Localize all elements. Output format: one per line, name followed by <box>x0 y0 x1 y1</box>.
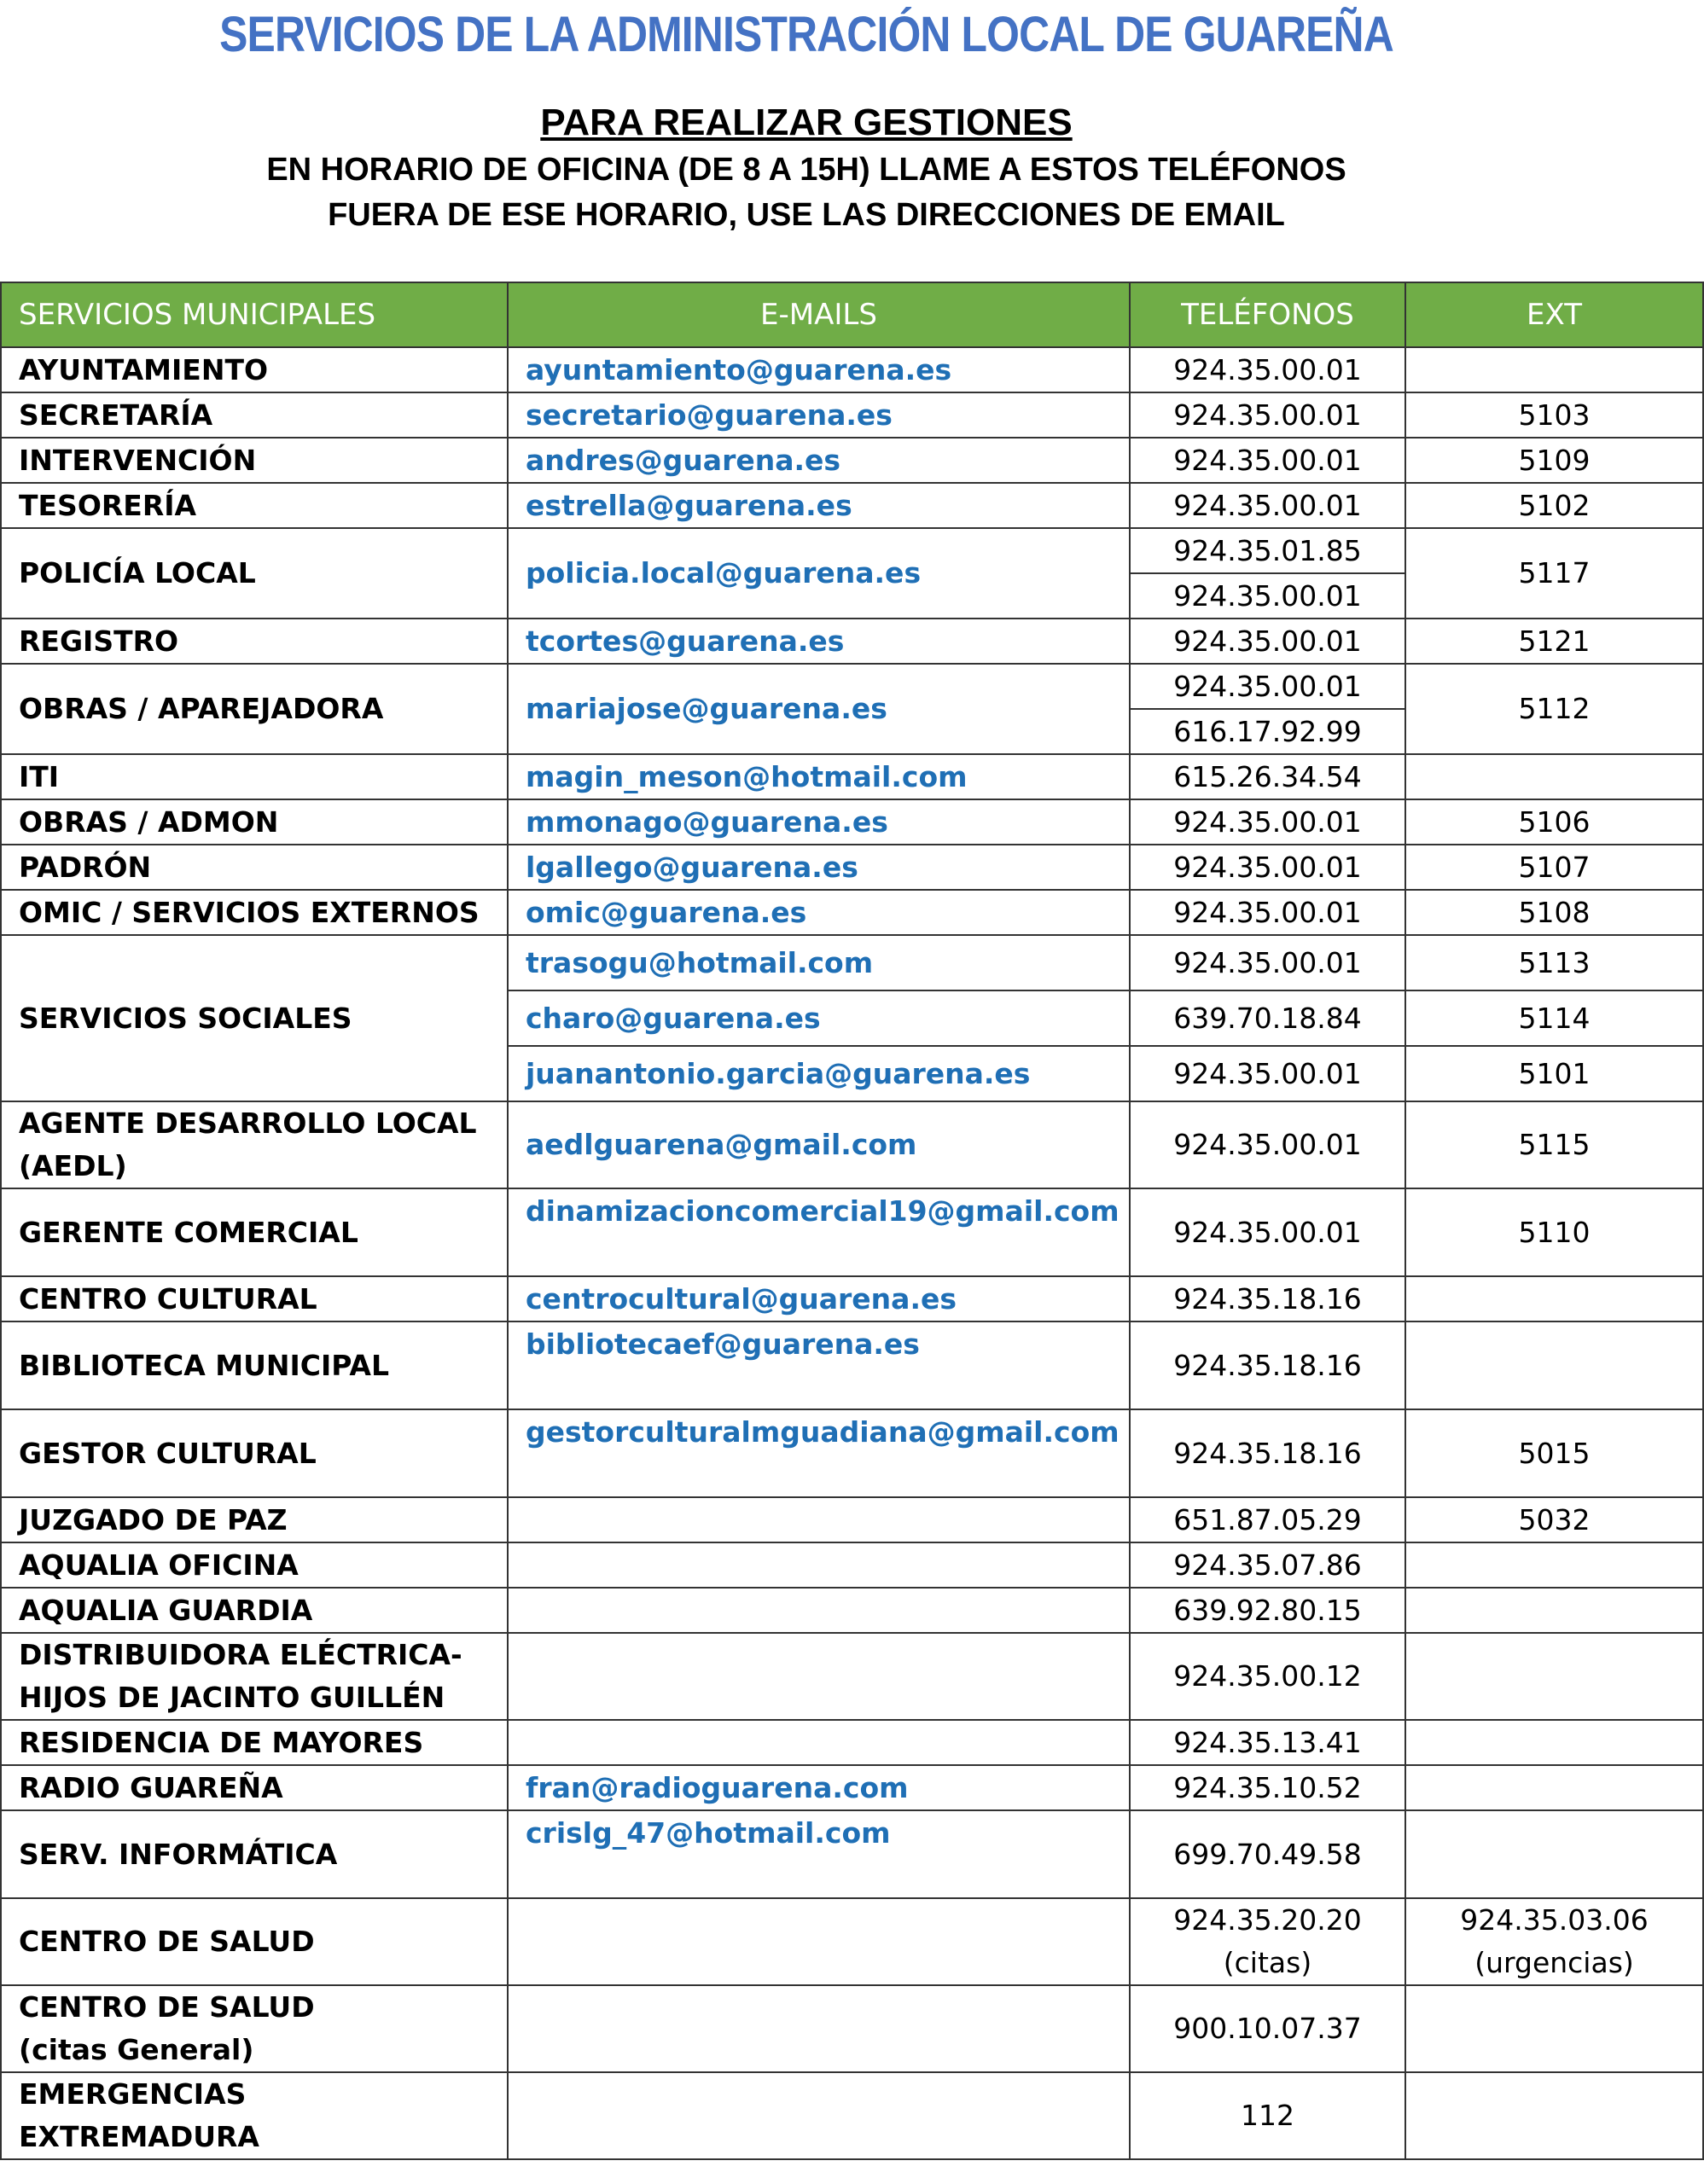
extension <box>1405 1542 1703 1588</box>
email-link[interactable]: lgallego@guarena.es <box>508 845 1130 890</box>
email-link <box>508 2072 1130 2159</box>
phone-line: 924.35.20.20 <box>1173 1903 1362 1937</box>
email-link <box>508 1985 1130 2072</box>
phone-number[interactable]: 924.35.00.01 <box>1130 799 1405 845</box>
phone-number[interactable]: 924.35.18.16 <box>1130 1276 1405 1321</box>
extension: 5102 <box>1405 483 1703 528</box>
phone-line: 924.35.03.06 <box>1460 1903 1649 1937</box>
table-row <box>1 619 1703 664</box>
extension: 5106 <box>1405 799 1703 845</box>
office-hours-note: EN HORARIO DE OFICINA (DE 8 A 15H) LLAME A ESTOS TELÉFONOS <box>266 152 1346 188</box>
extension <box>1405 1633 1703 1720</box>
table-row <box>1 1898 1703 1985</box>
email-link[interactable]: magin_meson@hotmail.com <box>508 754 1130 799</box>
table-row <box>1 1588 1703 1633</box>
table-row <box>1 890 1703 935</box>
extension: 5015 <box>1405 1409 1703 1497</box>
email-link <box>508 1720 1130 1765</box>
extension <box>1405 1276 1703 1321</box>
phone-number[interactable]: 924.35.00.01 <box>1130 845 1405 890</box>
after-hours-note: FUERA DE ESE HORARIO, USE LAS DIRECCIONES DE EMAIL <box>328 197 1285 233</box>
table-row <box>1 799 1703 845</box>
email-link[interactable]: policia.local@guarena.es <box>508 528 1130 619</box>
table-row <box>1 1810 1703 1898</box>
phone-number[interactable]: 924.35.07.86 <box>1130 1542 1405 1588</box>
extension: 5115 <box>1405 1101 1703 1188</box>
phone-number[interactable]: 924.35.00.01 <box>1130 392 1405 438</box>
phone-number[interactable]: 651.87.05.29 <box>1130 1497 1405 1542</box>
service-name: SERVICIOS SOCIALES <box>1 935 508 1101</box>
extension <box>1405 1765 1703 1810</box>
extension <box>1405 1985 1703 2072</box>
service-name: RESIDENCIA DE MAYORES <box>1 1720 508 1765</box>
table-row <box>1 347 1703 392</box>
table-row <box>1 935 1703 990</box>
phone-number[interactable]: 112 <box>1130 2072 1405 2159</box>
phone-number[interactable]: 924.35.00.01 <box>1130 483 1405 528</box>
phone-number[interactable]: 924.35.00.01 <box>1130 573 1405 619</box>
extension: 5109 <box>1405 438 1703 483</box>
table-row <box>1 1542 1703 1588</box>
phone-number[interactable]: 639.70.18.84 <box>1130 990 1405 1046</box>
email-link[interactable]: secretario@guarena.es <box>508 392 1130 438</box>
email-link <box>508 1898 1130 1985</box>
email-link[interactable]: fran@radioguarena.com <box>508 1765 1130 1810</box>
service-name: OBRAS / ADMON <box>1 799 508 845</box>
table-row <box>1 1985 1703 2072</box>
phone-number[interactable]: 924.35.00.01 <box>1130 619 1405 664</box>
extension: 5110 <box>1405 1188 1703 1276</box>
service-name-line: (AEDL) <box>19 1149 127 1182</box>
extension: 5113 <box>1405 935 1703 990</box>
phone-number[interactable]: 924.35.18.16 <box>1130 1409 1405 1497</box>
phone-number[interactable]: 924.35.00.01 <box>1130 935 1405 990</box>
table-row <box>1 664 1703 709</box>
phone-number[interactable]: 924.35.18.16 <box>1130 1321 1405 1409</box>
table-row <box>1 528 1703 573</box>
page-title: SERVICIOS DE LA ADMINISTRACIÓN LOCAL DE GUAREÑA <box>219 7 1393 62</box>
service-name <box>1 1985 508 2072</box>
service-name: TESORERÍA <box>1 483 508 528</box>
email-link[interactable]: crislg_47@hotmail.com <box>508 1810 1130 1898</box>
service-name: SECRETARÍA <box>1 392 508 438</box>
extension: 5112 <box>1405 664 1703 754</box>
email-link[interactable]: andres@guarena.es <box>508 438 1130 483</box>
table-row <box>1 845 1703 890</box>
email-link <box>508 1542 1130 1588</box>
email-link[interactable]: tcortes@guarena.es <box>508 619 1130 664</box>
email-link[interactable]: charo@guarena.es <box>508 990 1130 1046</box>
service-name: PADRÓN <box>1 845 508 890</box>
table-row <box>1 1188 1703 1276</box>
service-name: CENTRO CULTURAL <box>1 1276 508 1321</box>
email-link[interactable]: mmonago@guarena.es <box>508 799 1130 845</box>
service-name-line: (citas General) <box>19 2033 254 2066</box>
service-name: AQUALIA OFICINA <box>1 1542 508 1588</box>
table-row <box>1 483 1703 528</box>
page-subtitle: PARA REALIZAR GESTIONES <box>540 102 1073 143</box>
email-link[interactable]: mariajose@guarena.es <box>508 664 1130 754</box>
table-row <box>1 2072 1703 2159</box>
extension: 5117 <box>1405 528 1703 619</box>
extension <box>1405 754 1703 799</box>
extension <box>1405 2072 1703 2159</box>
extension <box>1405 347 1703 392</box>
extension <box>1405 1720 1703 1765</box>
phone-number[interactable]: 615.26.34.54 <box>1130 754 1405 799</box>
email-link[interactable]: gestorculturalmguadiana@gmail.com <box>508 1409 1130 1497</box>
table-row <box>1 754 1703 799</box>
column-header-ext: EXT <box>1405 282 1703 347</box>
service-name: INTERVENCIÓN <box>1 438 508 483</box>
email-link[interactable]: dinamizacioncomercial19@gmail.com <box>508 1188 1130 1276</box>
service-name: REGISTRO <box>1 619 508 664</box>
table-row <box>1 1276 1703 1321</box>
email-link[interactable]: aedlguarena@gmail.com <box>508 1101 1130 1188</box>
service-name: AQUALIA GUARDIA <box>1 1588 508 1633</box>
phone-number[interactable]: 924.35.01.85 <box>1130 528 1405 573</box>
table-row <box>1 1765 1703 1810</box>
email-link[interactable]: trasogu@hotmail.com <box>508 935 1130 990</box>
phone-number[interactable]: 924.35.10.52 <box>1130 1765 1405 1810</box>
column-header-phone: TELÉFONOS <box>1130 282 1405 347</box>
extension: 5121 <box>1405 619 1703 664</box>
table-row <box>1 1720 1703 1765</box>
phone-number[interactable]: 616.17.92.99 <box>1130 709 1405 754</box>
email-link[interactable]: omic@guarena.es <box>508 890 1130 935</box>
service-name: GERENTE COMERCIAL <box>1 1188 508 1276</box>
extension <box>1405 1810 1703 1898</box>
table-row <box>1 1497 1703 1542</box>
email-link <box>508 1588 1130 1633</box>
table-row <box>1 392 1703 438</box>
service-name: OMIC / SERVICIOS EXTERNOS <box>1 890 508 935</box>
service-name-line: HIJOS DE JACINTO GUILLÉN <box>19 1681 445 1714</box>
service-name: SERV. INFORMÁTICA <box>1 1810 508 1898</box>
service-name: GESTOR CULTURAL <box>1 1409 508 1497</box>
service-name-line: DISTRIBUIDORA ELÉCTRICA- <box>19 1638 462 1671</box>
email-link[interactable]: centrocultural@guarena.es <box>508 1276 1130 1321</box>
extension <box>1405 1321 1703 1409</box>
service-name: AYUNTAMIENTO <box>1 347 508 392</box>
service-name: RADIO GUAREÑA <box>1 1765 508 1810</box>
phone-number[interactable] <box>1130 1898 1405 1985</box>
table-row <box>1 1633 1703 1720</box>
service-name: OBRAS / APAREJADORA <box>1 664 508 754</box>
service-name: ITI <box>1 754 508 799</box>
phone-number[interactable]: 924.35.00.01 <box>1130 438 1405 483</box>
phone-number[interactable]: 639.92.80.15 <box>1130 1588 1405 1633</box>
column-header-email: E-MAILS <box>508 282 1130 347</box>
table-row <box>1 438 1703 483</box>
email-link[interactable]: estrella@guarena.es <box>508 483 1130 528</box>
phone-number[interactable]: 900.10.07.37 <box>1130 1985 1405 2072</box>
service-name <box>1 1101 508 1188</box>
extension: 5032 <box>1405 1497 1703 1542</box>
services-table <box>0 282 1704 2160</box>
phone-number[interactable]: 924.35.00.01 <box>1130 1046 1405 1101</box>
table-row <box>1 1101 1703 1188</box>
service-name: JUZGADO DE PAZ <box>1 1497 508 1542</box>
phone-number[interactable]: 924.35.00.01 <box>1130 1101 1405 1188</box>
phone-number[interactable]: 924.35.00.12 <box>1130 1633 1405 1720</box>
extension: 5101 <box>1405 1046 1703 1101</box>
service-name: POLICÍA LOCAL <box>1 528 508 619</box>
table-header-row <box>1 282 1703 347</box>
table-row <box>1 1321 1703 1409</box>
extension: 5108 <box>1405 890 1703 935</box>
phone-number[interactable]: 924.35.00.01 <box>1130 347 1405 392</box>
service-name-line: CENTRO DE SALUD <box>19 1990 315 2024</box>
service-name <box>1 1633 508 1720</box>
service-name: BIBLIOTECA MUNICIPAL <box>1 1321 508 1409</box>
phone-number[interactable]: 924.35.00.01 <box>1130 1188 1405 1276</box>
phone-number[interactable]: 699.70.49.58 <box>1130 1810 1405 1898</box>
email-link[interactable]: bibliotecaef@guarena.es <box>508 1321 1130 1409</box>
phone-note: (citas) <box>1223 1946 1312 1979</box>
extension <box>1405 1588 1703 1633</box>
email-link[interactable]: juanantonio.garcia@guarena.es <box>508 1046 1130 1101</box>
column-header-service: SERVICIOS MUNICIPALES <box>1 282 508 347</box>
phone-number[interactable]: 924.35.13.41 <box>1130 1720 1405 1765</box>
phone-number[interactable]: 924.35.00.01 <box>1130 890 1405 935</box>
email-link <box>508 1633 1130 1720</box>
table-row <box>1 1409 1703 1497</box>
email-link[interactable]: ayuntamiento@guarena.es <box>508 347 1130 392</box>
service-name: EMERGENCIAS EXTREMADURA <box>1 2072 508 2159</box>
extension: 5107 <box>1405 845 1703 890</box>
service-name: CENTRO DE SALUD <box>1 1898 508 1985</box>
extension: 5103 <box>1405 392 1703 438</box>
extension[interactable] <box>1405 1898 1703 1985</box>
extension: 5114 <box>1405 990 1703 1046</box>
phone-number[interactable]: 924.35.00.01 <box>1130 664 1405 709</box>
service-name-line: AGENTE DESARROLLO LOCAL <box>19 1107 477 1140</box>
phone-note: (urgencias) <box>1474 1946 1634 1979</box>
email-link <box>508 1497 1130 1542</box>
